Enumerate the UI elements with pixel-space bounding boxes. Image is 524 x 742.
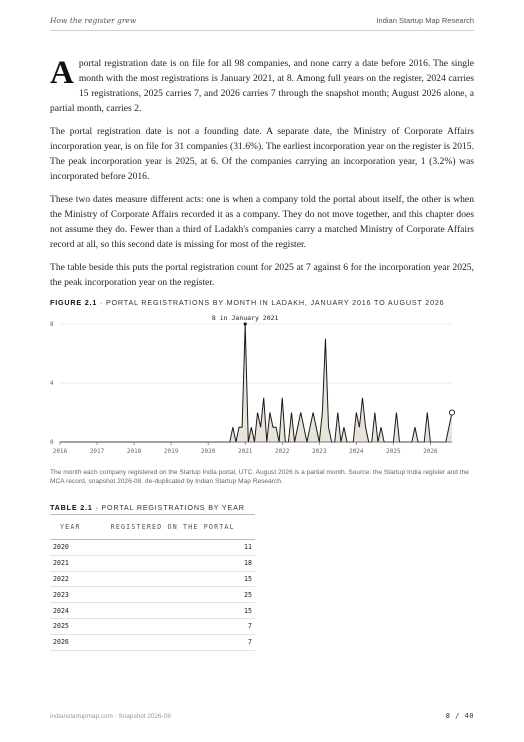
end-marker — [449, 410, 454, 415]
page-number: 8 / 40 — [445, 712, 474, 720]
figure-title — [50, 298, 444, 307]
table-row — [50, 603, 255, 619]
row-year: 2024 — [50, 603, 91, 619]
row-year: 2026 — [50, 634, 91, 650]
row-count: 11 — [91, 540, 255, 556]
row-year: 2023 — [50, 587, 91, 603]
column-header-count: REGISTERED ON THE PORTAL — [91, 515, 255, 540]
y-tick-label: 8 — [50, 321, 54, 328]
x-tick-label: 2025 — [386, 448, 401, 455]
x-tick-label: 2024 — [349, 448, 364, 455]
figure-label: FIGURE 2.1 — [50, 298, 98, 307]
y-tick-label: 0 — [50, 439, 54, 446]
x-tick-label: 2023 — [312, 448, 327, 455]
paragraph-1-text: portal registration date is on file for all 98 companies, and none carry a date before 2016. The single month with the most registrations is January 2021, at 8. Among full years on the register, 2024 carries 15 registrations, 2025 carries 7, and 2026 carries 7 through the snapshot month; August 2026 alone, a partial month, carries 2. — [50, 58, 474, 114]
row-count: 15 — [91, 571, 255, 587]
table-row — [50, 634, 255, 650]
row-count: 18 — [91, 555, 255, 571]
x-tick-label: 2019 — [163, 448, 179, 455]
x-tick-label: 2017 — [89, 448, 105, 455]
paragraph-3: These two dates measure different acts: one is when a company told the portal about itself, the other is when the Ministry of Corporate Affairs recorded it as a company. They do not move together, and this chapter does not assume they do. Fewer than a third of Ladakh's companies carry a matched Ministry of Corporate Affairs record at all, so this second date is missing for most of the register. — [50, 194, 474, 250]
table-title — [50, 503, 245, 512]
paragraph-1 — [50, 56, 474, 116]
figure-caption: The month each company registered on the Startup India portal, UTC. August 2026 is a partial month. Source: the Startup India register and the MCA record, snapshot 2026-08, de-duplicated by Indian Startup Map Research. — [50, 469, 469, 485]
row-year: 2025 — [50, 618, 91, 634]
footer-source: indianstartupmap.com · Snapshot 2026-08 — [50, 713, 171, 720]
paragraph-2: The portal registration date is not a founding date. A separate date, the Ministry of Corporate Affairs incorporation year, is on file for 31 companies (31.6%). The earliest incorporation year on the register is 2015. The peak incorporation year is 2025, at 6. Of the companies carrying an incorporation year, 1 (3.2%) was incorporated before 2016. — [50, 126, 474, 182]
x-tick-label: 2020 — [200, 448, 216, 455]
table-header-row — [50, 515, 255, 540]
x-tick-label: 2026 — [423, 448, 438, 455]
x-tick-label: 2021 — [237, 448, 253, 455]
row-count: 7 — [91, 618, 255, 634]
registrations-chart — [50, 310, 474, 460]
row-count: 25 — [91, 587, 255, 603]
x-tick-label: 2016 — [52, 448, 68, 455]
chapter-title: How the register grew — [50, 16, 137, 25]
y-tick-label: 4 — [50, 380, 54, 387]
drop-cap: A — [50, 55, 74, 91]
x-tick-label: 2022 — [275, 448, 290, 455]
chart-marks — [60, 314, 455, 442]
table-row — [50, 540, 255, 556]
x-tick-label: 2018 — [126, 448, 142, 455]
table-row — [50, 555, 255, 571]
registrations-table — [50, 514, 255, 651]
table-label: TABLE 2.1 — [50, 503, 93, 512]
running-header — [50, 16, 474, 31]
row-count: 7 — [91, 634, 255, 650]
table-title-text: · PORTAL REGISTRATIONS BY YEAR — [92, 503, 245, 512]
paragraph-4: The table beside this puts the portal registration count for 2025 at 7 against 6 for the incorporation year 2025, the peak incorporation year on the register. — [50, 262, 474, 288]
row-year: 2022 — [50, 571, 91, 587]
table-row — [50, 587, 255, 603]
table-row — [50, 618, 255, 634]
row-count: 15 — [91, 603, 255, 619]
peak-annotation: 8 in January 2021 — [211, 314, 279, 322]
body-text — [50, 56, 474, 298]
publication-name: Indian Startup Map Research — [376, 16, 474, 25]
table-row — [50, 571, 255, 587]
row-year: 2020 — [50, 540, 91, 556]
row-year: 2021 — [50, 555, 91, 571]
figure-title-text: · PORTAL REGISTRATIONS BY MONTH IN LADAKH, JANUARY 2016 TO AUGUST 2026 — [97, 298, 445, 307]
peak-marker — [244, 322, 247, 325]
column-header-year: YEAR — [50, 515, 91, 540]
